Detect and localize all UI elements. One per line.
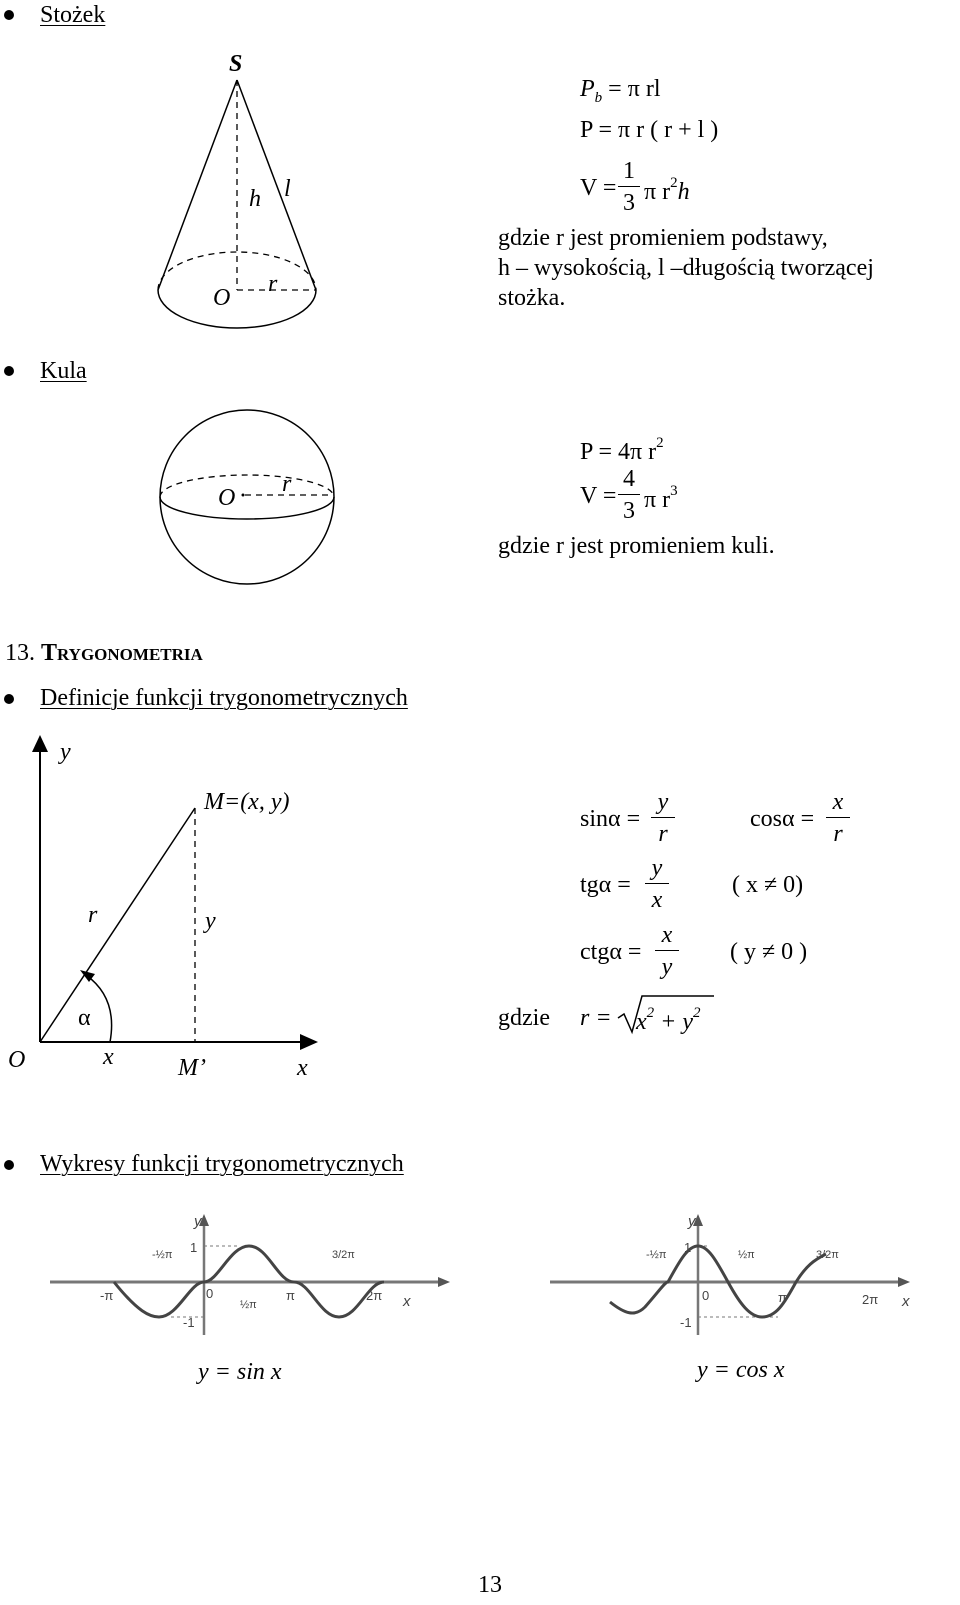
svg-text:y: y bbox=[688, 1213, 696, 1230]
cone-formula-total: P = π r ( r + l ) bbox=[580, 117, 719, 143]
sphere-formula-area: P = 4π $r^2$ bbox=[580, 435, 664, 465]
cone-description-1: gdzie r jest promieniem podstawy, bbox=[498, 225, 828, 251]
cosine-graph bbox=[540, 1210, 930, 1340]
radius-definition-where: gdzie bbox=[498, 1005, 550, 1031]
sphere-figure bbox=[155, 405, 345, 595]
sphere-formula-volume-lhs: V = bbox=[580, 483, 617, 509]
svg-text:-1: -1 bbox=[680, 1315, 692, 1330]
y-axis-label: y bbox=[60, 739, 71, 765]
point-m-prime-label: M’ bbox=[178, 1055, 206, 1081]
graphs-heading: Wykresy funkcji trygonometrycznych bbox=[40, 1151, 404, 1177]
sine-caption: y = sin x bbox=[198, 1359, 282, 1385]
sin-fraction: y r bbox=[651, 790, 675, 846]
radius-definition-lhs: r = bbox=[580, 1005, 612, 1031]
cone-formula-lateral: $P_b = \pi$ rl bbox=[580, 76, 661, 106]
ctg-formula-lhs: ctgα = bbox=[580, 939, 642, 965]
radius-label: r bbox=[88, 902, 98, 928]
sine-graph bbox=[40, 1210, 460, 1340]
cone-formula-volume-lhs: V = bbox=[580, 175, 617, 201]
svg-text:-π: -π bbox=[100, 1288, 114, 1303]
radius-definition-radicand: $x^2 + y^2$ bbox=[636, 1005, 701, 1035]
svg-text:0: 0 bbox=[206, 1286, 214, 1301]
definitions-heading: Definicje funkcji trygonometrycznych bbox=[40, 685, 408, 711]
svg-text:x: x bbox=[403, 1293, 411, 1310]
svg-text:3/2π: 3/2π bbox=[816, 1249, 839, 1261]
svg-text:-½π: -½π bbox=[152, 1249, 173, 1261]
cone-description-2: h – wysokością, l –długością tworzącej bbox=[498, 255, 874, 281]
ctg-fraction: x y bbox=[655, 923, 679, 979]
section-title: 13. Trygonometria bbox=[5, 640, 203, 666]
abscissa-label: x bbox=[103, 1044, 114, 1070]
bullet-icon bbox=[4, 1160, 14, 1170]
cone-radius-label: r bbox=[268, 271, 278, 297]
cone-figure bbox=[150, 40, 330, 340]
bullet-icon bbox=[4, 10, 14, 20]
sin-formula-lhs: sinα = bbox=[580, 806, 641, 832]
ordinate-label: y bbox=[205, 908, 216, 934]
point-m-label: M=(x, y) bbox=[204, 789, 290, 815]
sphere-center-label: O bbox=[218, 485, 236, 511]
cos-formula-lhs: cosα = bbox=[750, 806, 815, 832]
cone-apex-label: S bbox=[229, 51, 243, 77]
bullet-icon bbox=[4, 694, 14, 704]
svg-text:3/2π: 3/2π bbox=[332, 1249, 355, 1261]
svg-text:-½π: -½π bbox=[646, 1249, 667, 1261]
svg-text:1: 1 bbox=[684, 1240, 692, 1255]
svg-text:½π: ½π bbox=[738, 1249, 755, 1261]
cone-slant-label: l bbox=[284, 176, 291, 202]
svg-text:-1: -1 bbox=[183, 1315, 195, 1330]
tg-fraction: y x bbox=[645, 856, 669, 912]
alpha-label: α bbox=[78, 1005, 91, 1031]
cone-heading: Stożek bbox=[40, 2, 106, 28]
svg-text:2π: 2π bbox=[862, 1292, 879, 1307]
x-axis-label: x bbox=[297, 1055, 308, 1081]
bullet-icon bbox=[4, 366, 14, 376]
tg-condition: ( x ≠ 0) bbox=[732, 872, 804, 898]
svg-text:0: 0 bbox=[702, 1288, 710, 1303]
svg-text:½π: ½π bbox=[240, 1299, 257, 1311]
sphere-volume-fraction: 4 3 bbox=[618, 467, 640, 523]
tg-formula-lhs: tgα = bbox=[580, 872, 631, 898]
svg-text:y: y bbox=[194, 1213, 202, 1230]
sphere-heading: Kula bbox=[40, 358, 87, 384]
sphere-formula-volume-rhs: π $r^3$ bbox=[644, 483, 678, 513]
trig-definition-figure bbox=[0, 730, 340, 1080]
sphere-radius-label: r bbox=[282, 471, 292, 497]
svg-text:x: x bbox=[902, 1293, 910, 1310]
svg-text:1: 1 bbox=[190, 1240, 198, 1255]
cos-fraction: x r bbox=[826, 790, 850, 846]
cone-formula-volume-rhs: π $r^2h$ bbox=[644, 175, 690, 205]
cosine-caption: y = cos x bbox=[697, 1357, 785, 1383]
cone-volume-fraction: 1 3 bbox=[618, 159, 640, 215]
svg-text:2π: 2π bbox=[366, 1288, 383, 1303]
svg-text:π: π bbox=[778, 1290, 787, 1305]
cone-height-label: h bbox=[249, 186, 261, 212]
origin-label: O bbox=[8, 1047, 26, 1073]
ctg-condition: ( y ≠ 0 ) bbox=[730, 939, 808, 965]
page-number: 13 bbox=[478, 1572, 502, 1598]
svg-text:π: π bbox=[286, 1288, 295, 1303]
sphere-description: gdzie r jest promieniem kuli. bbox=[498, 533, 775, 559]
cone-description-3: stożka. bbox=[498, 285, 566, 311]
cone-center-label: O bbox=[213, 285, 231, 311]
